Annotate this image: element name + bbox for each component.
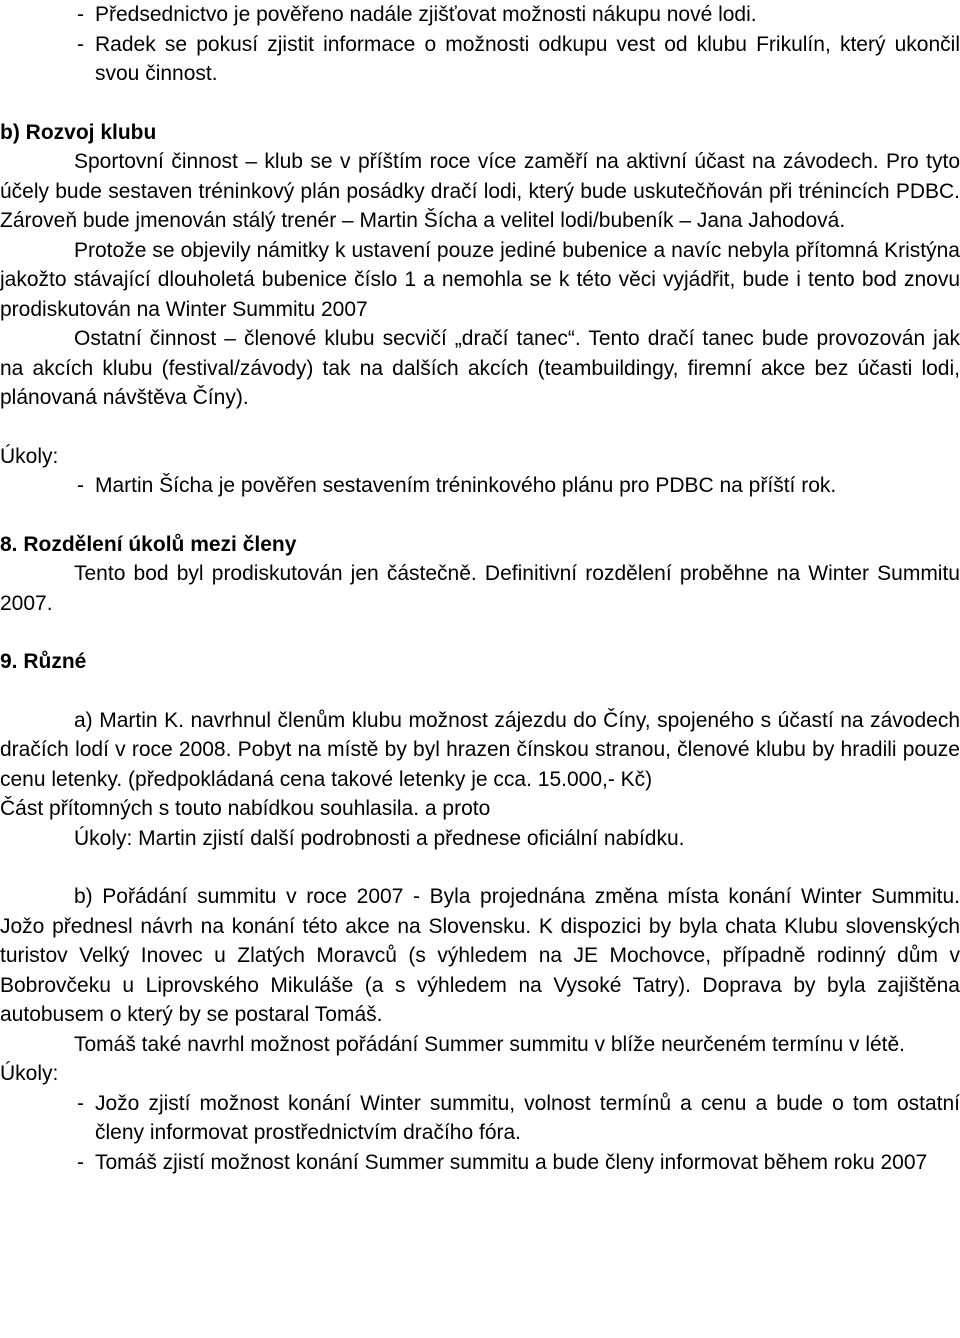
list-item [0, 0, 960, 30]
tasks-label: Úkoly: [0, 1062, 59, 1085]
section-b-paragraph: Protože se objevily námitky k ustavení pouze jediné bubenice a navíc nebyla přítomná Kristýna jakožto stávající dlouholetá bubenice číslo 1 a nemohla se k této věci vyjádřit, bude i tento bod znovu prodiskutován na Winter Summitu 2007 [0, 238, 960, 321]
list-item-text: Martin Šícha je pověřen sestavením tréninkového plánu pro PDBC na příští rok. [95, 474, 837, 497]
bullet-dash: - [77, 32, 84, 56]
list-item [0, 1089, 960, 1148]
section-9-heading: 9. Různé [0, 650, 87, 673]
list-item-text: Jožo zjistí možnost konání Winter summitu, volnost termínů a cenu a bude o tom ostatní členy informovat prostřednictvím dračího fóra. [95, 1091, 960, 1144]
bullet-dash: - [77, 1150, 84, 1174]
tasks-list [0, 471, 960, 501]
list-item [0, 1148, 960, 1178]
bullet-dash: - [77, 474, 84, 497]
section-9b-paragraph: Tomáš také navrhl možnost pořádání Summer summitu v blíže neurčeném termínu v létě. [74, 1032, 906, 1056]
list-item [0, 471, 960, 501]
section-9b-paragraph: b) Pořádání summitu v roce 2007 - Byla projednána změna místa konání Winter Summitu. Jožo přednesl návrh na konání této akce na Slovensku. K dispozici by byla chata Klubu slovenských turistov Velký Inovec u Zlatých Moravců (s výhledem na JE Mochovce, případně rodinný dům v Bobrovčeku u Liprovského Mikuláše (a s výhledem na Vysoké Tatry). Doprava by byla zajištěna autobusem o který by se postaral Tomáš. [0, 885, 960, 1026]
tasks-list [0, 1089, 960, 1178]
bullet-dash: - [77, 1091, 84, 1115]
section-b-heading: b) Rozvoj klubu [0, 120, 157, 144]
section-8-paragraph: Tento bod byl prodiskutován jen částečně. Definitivní rozdělení proběhne na Winter Summitu 2007. [0, 562, 960, 615]
list-item-text: Předsednictvo je pověřeno nadále zjišťovat možnosti nákupu nové lodi. [95, 3, 757, 26]
section-9a-tasks: Úkoly: Martin zjistí další podrobnosti a přednese oficiální nabídku. [74, 826, 685, 850]
section-8-heading: 8. Rozdělení úkolů mezi členy [0, 532, 297, 556]
section-9a-paragraph: Část přítomných s touto nabídkou souhlasila. a proto [0, 797, 491, 820]
list-item-text: Radek se pokusí zjistit informace o možnosti odkupu vest od klubu Frikulín, který ukončil svou činnost. [95, 32, 960, 85]
top-bullet-list [0, 0, 960, 89]
list-item-text: Tomáš zjistí možnost konání Summer summitu a bude členy informovat během roku 2007 [95, 1150, 928, 1174]
bullet-dash: - [77, 3, 84, 26]
section-b-paragraph: Ostatní činnost – členové klubu secvičí „dračí tanec“. Tento dračí tanec bude provozován jak na akcích klubu (festival/závody) tak na dalších akcích (teambuildingy, firemní akce bez účasti lodi, plánovaná návštěva Číny). [0, 327, 960, 409]
tasks-label: Úkoly: [0, 444, 59, 468]
section-b-paragraph: Sportovní činnost – klub se v příštím roce více zaměří na aktivní účast na závodech. Pro tyto účely bude sestaven tréninkový plán posádky dračí lodi, který bude uskutečňován při trénincích PDBC. Zároveň bude jmenován stálý trenér – Martin Šícha a velitel lodi/bubeník – Jana Jahodová. [0, 150, 960, 232]
section-9a-paragraph: a) Martin K. navrhnul členům klubu možnost zájezdu do Číny, spojeného s účastí na závodech dračích lodí v roce 2008. Pobyt na místě by byl hrazen čínskou stranou, členové klubu by hradili pouze cenu letenky. (předpokládaná cena takové letenky je cca. 15.000,- Kč) [0, 708, 960, 791]
list-item [0, 30, 960, 89]
